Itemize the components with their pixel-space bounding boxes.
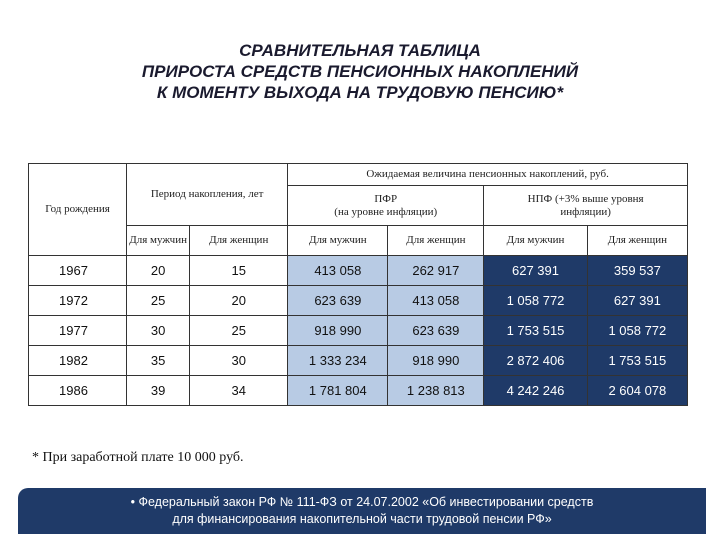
- pfr-women-cell: 918 990: [388, 346, 484, 376]
- period-men-cell: 20: [127, 256, 190, 286]
- period-women-cell: 30: [190, 346, 288, 376]
- law-reference-banner: [18, 488, 706, 534]
- birth-year-cell: 1986: [29, 376, 127, 406]
- pfr-women-cell: 1 238 813: [388, 376, 484, 406]
- sub-header: Для женщин: [388, 226, 484, 256]
- table-row: [29, 256, 688, 286]
- npf-women-cell: 2 604 078: [587, 376, 687, 406]
- footnote: * При заработной плате 10 000 руб.: [32, 450, 244, 465]
- period-women-cell: 25: [190, 316, 288, 346]
- npf-header-line-2: инфляции): [560, 205, 611, 218]
- pfr-header-cell: [288, 186, 484, 226]
- comparison-table: [28, 163, 688, 406]
- birth-year-cell: 1967: [29, 256, 127, 286]
- period-header-cell: [127, 164, 288, 226]
- sub-header: Для женщин: [190, 226, 288, 256]
- year-header-cell: [29, 164, 127, 256]
- pfr-men-cell: 413 058: [288, 256, 388, 286]
- pfr-men-cell: 1 333 234: [288, 346, 388, 376]
- period-women-cell: 15: [190, 256, 288, 286]
- npf-men-cell: 2 872 406: [484, 346, 587, 376]
- birth-year-cell: 1972: [29, 286, 127, 316]
- npf-women-cell: 1 753 515: [587, 346, 687, 376]
- npf-men-cell: 627 391: [484, 256, 587, 286]
- title-line-1: СРАВНИТЕЛЬНАЯ ТАБЛИЦА: [239, 41, 481, 60]
- table-row: [29, 376, 688, 406]
- table-row: [29, 346, 688, 376]
- sub-header: Для мужчин: [127, 226, 190, 256]
- npf-women-cell: 359 537: [587, 256, 687, 286]
- pfr-men-cell: 1 781 804: [288, 376, 388, 406]
- pfr-women-cell: 413 058: [388, 286, 484, 316]
- period-men-cell: 39: [127, 376, 190, 406]
- npf-header-line-1: НПФ (+3% выше уровня: [527, 192, 644, 205]
- pfr-header-line-1: ПФР: [374, 192, 398, 205]
- pfr-header-line-2: (на уровне инфляции): [334, 205, 438, 218]
- pfr-women-cell: 262 917: [388, 256, 484, 286]
- pfr-men-cell: 918 990: [288, 316, 388, 346]
- period-men-cell: 35: [127, 346, 190, 376]
- npf-men-cell: 1 058 772: [484, 286, 587, 316]
- sub-header: Для женщин: [587, 226, 687, 256]
- npf-women-cell: 627 391: [587, 286, 687, 316]
- sub-header: Для мужчин: [288, 226, 388, 256]
- period-women-cell: 20: [190, 286, 288, 316]
- banner-line-2: для финансирования накопительной части трудовой пенсии РФ»: [172, 512, 552, 526]
- birth-year-cell: 1977: [29, 316, 127, 346]
- pfr-men-cell: 623 639: [288, 286, 388, 316]
- npf-header-cell: [484, 186, 688, 226]
- expected-header-cell: [288, 164, 688, 186]
- year-header: Год рождения: [45, 203, 110, 215]
- banner-line-1: • Федеральный закон РФ № 111-ФЗ от 24.07.2002 «Об инвестировании средств: [130, 495, 594, 509]
- table-row: [29, 316, 688, 346]
- title-line-2: ПРИРОСТА СРЕДСТВ ПЕНСИОННЫХ НАКОПЛЕНИЙ: [141, 62, 579, 81]
- npf-men-cell: 4 242 246: [484, 376, 587, 406]
- period-men-cell: 25: [127, 286, 190, 316]
- title-line-3: К МОМЕНТУ ВЫХОДА НА ТРУДОВУЮ ПЕНСИЮ*: [156, 83, 564, 102]
- period-header: Период накопления, лет: [150, 188, 264, 200]
- npf-men-cell: 1 753 515: [484, 316, 587, 346]
- period-women-cell: 34: [190, 376, 288, 406]
- pfr-women-cell: 623 639: [388, 316, 484, 346]
- page-title: [0, 40, 720, 103]
- birth-year-cell: 1982: [29, 346, 127, 376]
- expected-header: Ожидаемая величина пенсионных накоплений, руб.: [366, 168, 609, 180]
- sub-header: Для мужчин: [484, 226, 587, 256]
- period-men-cell: 30: [127, 316, 190, 346]
- npf-women-cell: 1 058 772: [587, 316, 687, 346]
- table-row: [29, 286, 688, 316]
